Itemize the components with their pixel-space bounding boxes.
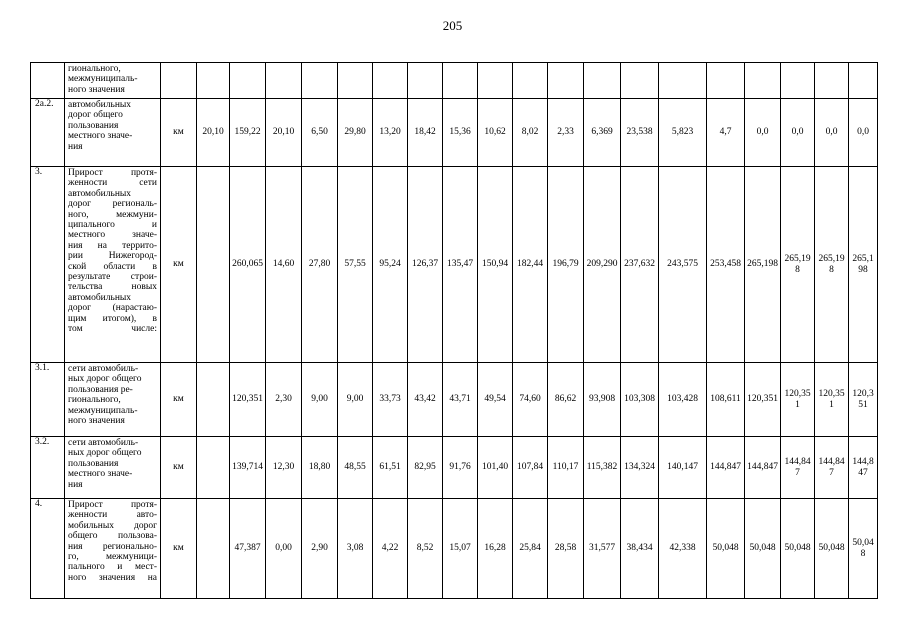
row-number: 3.1. (31, 363, 65, 437)
value-cell: 50,048 (707, 499, 745, 599)
unit-cell: км (161, 167, 197, 363)
table-row (31, 363, 878, 437)
indicator-name (65, 363, 161, 437)
value-cell: 237,632 (621, 167, 659, 363)
value-cell (197, 63, 230, 99)
value-cell: 144,847 (781, 437, 815, 499)
value-cell: 120,351 (745, 363, 781, 437)
value-cell: 2,30 (266, 363, 302, 437)
value-cell (197, 167, 230, 363)
unit-cell (161, 63, 197, 99)
row-number: 4. (31, 499, 65, 599)
value-cell: 8,02 (513, 99, 548, 167)
value-cell (197, 499, 230, 599)
value-cell: 23,538 (621, 99, 659, 167)
value-cell: 33,73 (373, 363, 408, 437)
value-cell (478, 63, 513, 99)
table-row (31, 499, 878, 599)
value-cell: 18,80 (302, 437, 338, 499)
indicator-name-text: Прирост протя- женности авто- мобильных дорог общего пользова- ния регионально- го, межмуници- пального и мест- ного значения на (68, 500, 157, 583)
value-cell: 74,60 (513, 363, 548, 437)
value-cell (849, 63, 878, 99)
value-cell: 134,324 (621, 437, 659, 499)
value-cell: 0,0 (781, 99, 815, 167)
value-cell: 31,577 (584, 499, 621, 599)
value-cell: 103,428 (659, 363, 707, 437)
row-number (31, 63, 65, 99)
value-cell: 265,198 (781, 167, 815, 363)
value-cell: 107,84 (513, 437, 548, 499)
value-cell: 243,575 (659, 167, 707, 363)
value-cell: 25,84 (513, 499, 548, 599)
value-cell: 253,458 (707, 167, 745, 363)
value-cell: 28,58 (548, 499, 584, 599)
value-cell: 20,10 (266, 99, 302, 167)
value-cell: 29,80 (338, 99, 373, 167)
value-cell (197, 437, 230, 499)
value-cell (815, 63, 849, 99)
value-cell: 9,00 (302, 363, 338, 437)
value-cell: 13,20 (373, 99, 408, 167)
value-cell: 135,47 (443, 167, 478, 363)
value-cell: 95,24 (373, 167, 408, 363)
value-cell: 140,147 (659, 437, 707, 499)
indicator-name-text: Прирост протя- женности сети автомобильных дорог региональ- ного, межмуни- ципального и местного значе- ния на террито- рии Нижегород- ской области в результате строи- тельства новых автомобильных дорог (нарастаю- щим итогом), в том числе: (68, 168, 157, 335)
table-row (31, 63, 878, 99)
value-cell: 50,048 (849, 499, 878, 599)
value-cell (584, 63, 621, 99)
indicator-name (65, 63, 161, 99)
value-cell (707, 63, 745, 99)
value-cell: 82,95 (408, 437, 443, 499)
value-cell: 265,198 (849, 167, 878, 363)
value-cell: 108,611 (707, 363, 745, 437)
value-cell: 47,387 (230, 499, 266, 599)
value-cell: 50,048 (781, 499, 815, 599)
value-cell: 43,71 (443, 363, 478, 437)
value-cell: 0,0 (849, 99, 878, 167)
value-cell (621, 63, 659, 99)
value-cell: 150,94 (478, 167, 513, 363)
value-cell: 43,42 (408, 363, 443, 437)
value-cell: 15,36 (443, 99, 478, 167)
value-cell (230, 63, 266, 99)
value-cell: 38,434 (621, 499, 659, 599)
value-cell (443, 63, 478, 99)
value-cell (197, 363, 230, 437)
indicator-name-text: гионального, межмуниципаль- ного значения (68, 64, 138, 95)
value-cell: 115,382 (584, 437, 621, 499)
unit-cell: км (161, 437, 197, 499)
value-cell: 182,44 (513, 167, 548, 363)
value-cell (548, 63, 584, 99)
value-cell: 2,33 (548, 99, 584, 167)
row-number: 3.2. (31, 437, 65, 499)
value-cell: 10,62 (478, 99, 513, 167)
value-cell: 139,714 (230, 437, 266, 499)
value-cell: 4,7 (707, 99, 745, 167)
value-cell: 265,198 (745, 167, 781, 363)
value-cell: 5,823 (659, 99, 707, 167)
value-cell: 144,847 (849, 437, 878, 499)
value-cell: 93,908 (584, 363, 621, 437)
value-cell: 103,308 (621, 363, 659, 437)
value-cell: 159,22 (230, 99, 266, 167)
value-cell: 260,065 (230, 167, 266, 363)
value-cell: 14,60 (266, 167, 302, 363)
value-cell: 144,847 (815, 437, 849, 499)
unit-cell: км (161, 499, 197, 599)
unit-cell: км (161, 363, 197, 437)
value-cell: 0,00 (266, 499, 302, 599)
value-cell: 110,17 (548, 437, 584, 499)
value-cell: 120,351 (815, 363, 849, 437)
table-row (31, 99, 878, 167)
value-cell (408, 63, 443, 99)
value-cell: 42,338 (659, 499, 707, 599)
table-row (31, 167, 878, 363)
value-cell (266, 63, 302, 99)
value-cell: 0,0 (815, 99, 849, 167)
value-cell: 12,30 (266, 437, 302, 499)
value-cell (745, 63, 781, 99)
value-cell: 196,79 (548, 167, 584, 363)
value-cell: 49,54 (478, 363, 513, 437)
value-cell: 16,28 (478, 499, 513, 599)
value-cell: 8,52 (408, 499, 443, 599)
row-number: 3. (31, 167, 65, 363)
value-cell: 15,07 (443, 499, 478, 599)
indicator-table (30, 62, 878, 599)
value-cell (781, 63, 815, 99)
value-cell: 18,42 (408, 99, 443, 167)
value-cell: 120,351 (849, 363, 878, 437)
row-number: 2а.2. (31, 99, 65, 167)
value-cell (302, 63, 338, 99)
value-cell: 61,51 (373, 437, 408, 499)
indicator-name (65, 167, 161, 363)
table-row (31, 437, 878, 499)
value-cell: 57,55 (338, 167, 373, 363)
value-cell: 2,90 (302, 499, 338, 599)
value-cell: 0,0 (745, 99, 781, 167)
value-cell: 3,08 (338, 499, 373, 599)
indicator-name-text: автомобильных дорог общего пользования местного значе- ния (68, 100, 133, 152)
page-number: 205 (442, 18, 463, 33)
value-cell: 91,76 (443, 437, 478, 499)
value-cell: 86,62 (548, 363, 584, 437)
value-cell: 48,55 (338, 437, 373, 499)
value-cell: 209,290 (584, 167, 621, 363)
value-cell (338, 63, 373, 99)
value-cell: 6,50 (302, 99, 338, 167)
value-cell: 120,351 (781, 363, 815, 437)
value-cell (373, 63, 408, 99)
indicator-name-text: сети автомобиль- ных дорог общего пользования ре- гионального, межмуниципаль- ного значения (68, 364, 142, 427)
value-cell (513, 63, 548, 99)
value-cell: 126,37 (408, 167, 443, 363)
value-cell: 27,80 (302, 167, 338, 363)
value-cell: 265,198 (815, 167, 849, 363)
value-cell: 50,048 (815, 499, 849, 599)
value-cell: 9,00 (338, 363, 373, 437)
indicator-name (65, 499, 161, 599)
indicator-name (65, 99, 161, 167)
value-cell: 120,351 (230, 363, 266, 437)
value-cell: 4,22 (373, 499, 408, 599)
value-cell (659, 63, 707, 99)
value-cell: 50,048 (745, 499, 781, 599)
value-cell: 20,10 (197, 99, 230, 167)
indicator-name (65, 437, 161, 499)
value-cell: 101,40 (478, 437, 513, 499)
value-cell: 144,847 (707, 437, 745, 499)
indicator-name-text: сети автомобиль- ных дорог общего пользования местного значе- ния (68, 438, 142, 490)
unit-cell: км (161, 99, 197, 167)
value-cell: 144,847 (745, 437, 781, 499)
value-cell: 6,369 (584, 99, 621, 167)
